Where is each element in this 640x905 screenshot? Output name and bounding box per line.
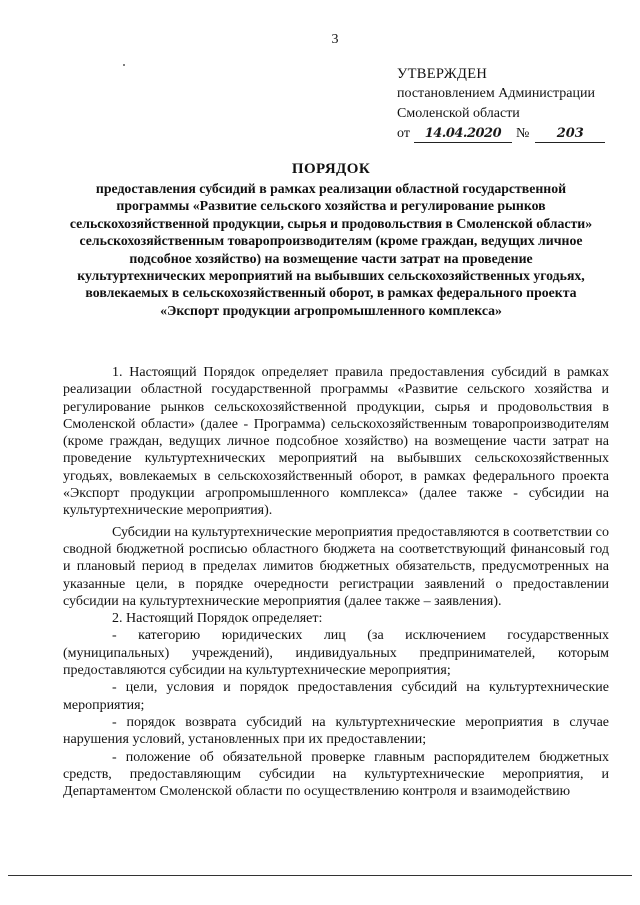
- handwritten-date: 14.04.2020: [414, 126, 512, 143]
- scan-speck: [123, 64, 125, 66]
- paragraph-3: 2. Настоящий Порядок определяет:: [112, 611, 323, 627]
- handwritten-number: 203: [535, 126, 605, 143]
- approval-line-2: Смоленской области: [397, 106, 520, 121]
- approval-stamp: [397, 64, 627, 144]
- list-item: - положение об обязательной проверке главным распорядителем бюджетных средств, предоставляющим субсидии на культуртехнические мероприятия, и Департаментом Смоленской области по осуществлению контроля и взаимодействию: [63, 749, 609, 800]
- title-subtitle: предоставления субсидий в рамках реализации областной государственной программы «Развитие сельского хозяйства и регулирование рынков сельскохозяйственной продукции, сырья и продовольствия в Смоленской области» сельскохозяйственным товаропроизводителям (кроме граждан, ведущих личное подсобное хозяйство) на возмещение части затрат на проведение культуртехнических мероприятий на выбывших сельскохозяйственных угодьях, вовлекаемых в сельскохозяйственный оборот, в рамках федерального проекта «Экспорт продукции агропромышленного комплекса»: [69, 181, 593, 318]
- page-number: 3: [331, 32, 339, 47]
- approval-heading: УТВЕРЖДЕН: [397, 66, 488, 82]
- paragraph-1: 1. Настоящий Порядок определяет правила предоставления субсидий в рамках реализации областной государственной программы «Развитие сельского хозяйства и регулирование рынков сельскохозяйственной продукции, сырья и продовольствия в Смоленской области» (далее - Программа) сельскохозяйственным товаропроизводителям (кроме граждан, ведущих личное подсобное хозяйство) на возмещение части затрат на проведение культуртехнических мероприятий на выбывших сельскохозяйственных угодьях, вовлекаемых в сельскохозяйственный оборот, в рамках федерального проекта «Экспорт продукции агропромышленного комплекса» (далее также - субсидии на культуртехнические мероприятия).: [63, 365, 609, 519]
- paragraph-2: Субсидии на культуртехнические мероприятия предоставляются в соответствии со сводной бюджетной росписью областного бюджета на соответствующий финансовый год и плановый период в пределах лимитов бюджетных обязательств, предусмотренных на указанные цели, в порядке очередности регистрации заявлений о предоставлении субсидии на культуртехнические мероприятия (далее также – заявления).: [63, 524, 609, 609]
- list-item: - порядок возврата субсидий на культуртехнические мероприятия в случае нарушения условий, установленных при их предоставлении;: [63, 714, 609, 748]
- footer-rule: [8, 875, 632, 876]
- approval-date-line: [397, 124, 627, 144]
- approval-line-1: постановлением Администрации: [397, 86, 595, 101]
- document-title: [66, 161, 596, 319]
- number-label: №: [515, 126, 530, 141]
- title-main: ПОРЯДОК: [291, 161, 371, 177]
- document-body: [63, 364, 609, 800]
- list-item: - цели, условия и порядок предоставления субсидий на культуртехнические мероприятия;: [63, 680, 609, 713]
- list-item: - категорию юридических лиц (за исключением государственных (муниципальных) учреждений), индивидуальных предпринимателей, которым предоставляются субсидии на культуртехнические мероприятия;: [63, 628, 609, 679]
- date-prefix: от: [397, 126, 410, 141]
